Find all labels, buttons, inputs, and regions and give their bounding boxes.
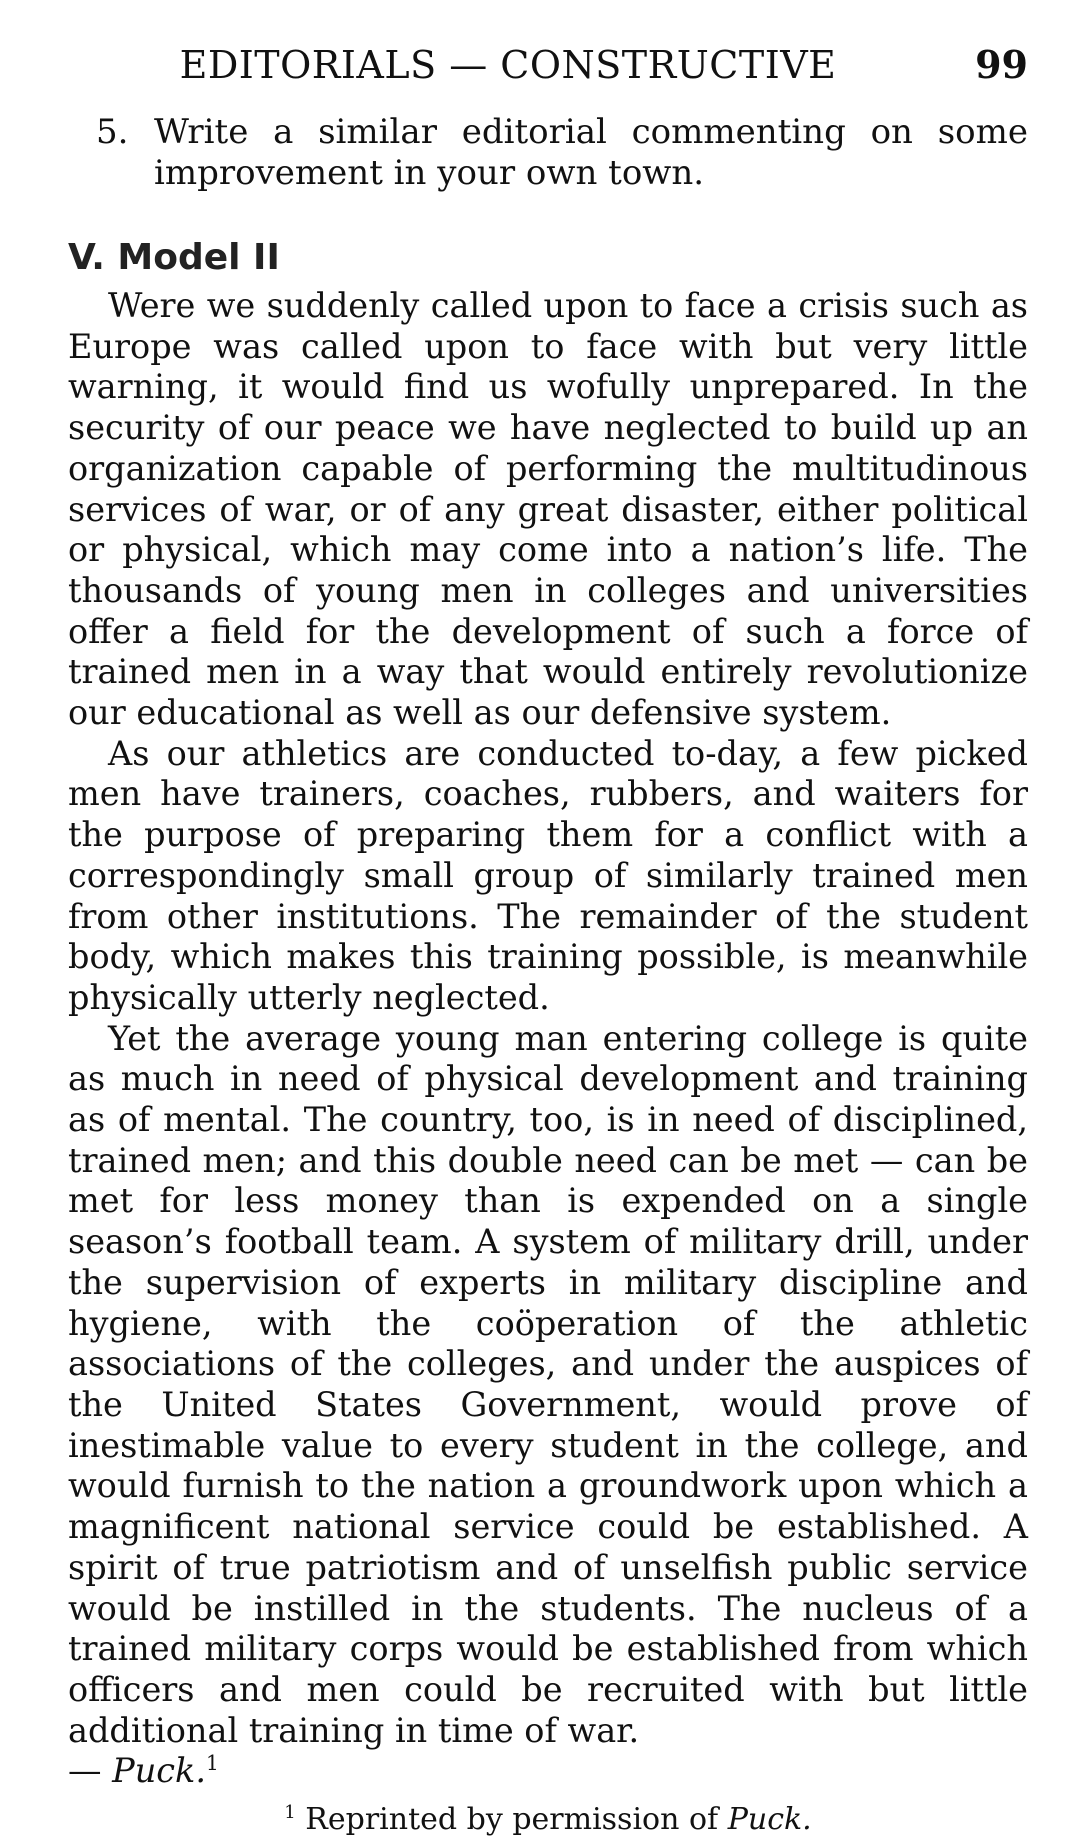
- footnote-text: Reprinted by permission of: [305, 1802, 719, 1838]
- editorial-body: [68, 286, 1028, 1751]
- section-heading: V. Model II: [68, 237, 280, 278]
- footnote-source: Puck.: [727, 1802, 812, 1838]
- paragraph-3: Yet the average young man entering college is quite as much in need of physical development and training as of mental. The country, too, is in need of disciplined, trained men; and this double need can be met — can be met for less money than is expended on a single season’s football team. A system of military drill, under the supervision of experts in military discipline and hygiene, with the coöperation of the athletic associations of the colleges, and under the auspices of the United States Government, would prove of inestimable value to every student in the college, and would furnish to the nation a groundwork upon which a magnificent national service could be established. A spirit of true patriotism and of unselfish public service would be instilled in the students. The nucleus of a trained military corps would be established from which officers and men could be recruited with but little additional training in time of war.: [68, 1018, 1028, 1750]
- paragraph-1: Were we suddenly called upon to face a crisis such as Europe was called upon to face with but very little warning, it would find us wofully unprepared. In the security of our peace we have neglected to build up an organization capable of performing the multitudinous services of war, or of any great disaster, either political or physical, which may come into a nation’s life. The thousands of young men in colleges and universities offer a field for the development of such a force of trained men in a way that would entirely revolutionize our educational as well as our defensive system.: [68, 286, 1028, 733]
- exercise-text: Write a similar editorial commenting on some improvement in your own town.: [154, 112, 1028, 193]
- attribution-source: Puck.: [112, 1751, 206, 1791]
- exercise-item: [68, 112, 1028, 194]
- footnote: [68, 1800, 1028, 1840]
- running-head: [68, 38, 1028, 92]
- running-title: EDITORIALS — CONSTRUCTIVE: [179, 43, 837, 87]
- page-number: 99: [975, 42, 1028, 87]
- paragraph-2: As our athletics are conducted to-day, a few picked men have trainers, coaches, rubbers, and waiters for the purpose of preparing them for a conflict with a correspondingly small group of similarly trained men from other institutions. The remainder of the student body, which makes this training possible, is meanwhile physically utterly neglected.: [68, 733, 1028, 1017]
- attribution-dash: —: [68, 1751, 102, 1791]
- book-page: [68, 38, 1028, 1840]
- attribution: [68, 1751, 1028, 1792]
- exercise-number: 5.: [96, 112, 129, 152]
- attribution-footnote-marker: 1: [205, 1751, 219, 1776]
- footnote-marker: 1: [284, 1802, 296, 1824]
